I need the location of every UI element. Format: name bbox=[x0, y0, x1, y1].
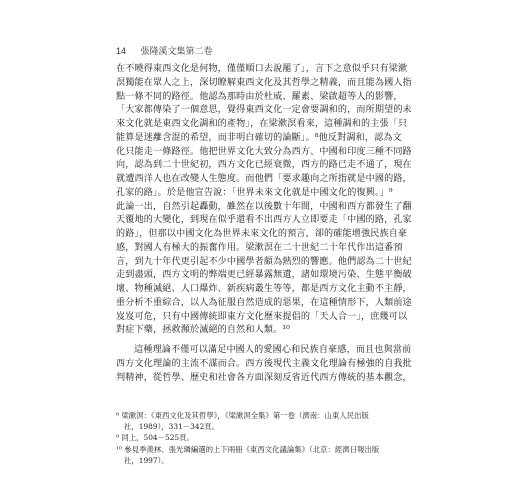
text-line: 這種理論不僅可以滿足中國人的愛國心和民族自豪感，而且也與當前 bbox=[134, 345, 412, 355]
running-header bbox=[116, 44, 213, 57]
body-text bbox=[116, 63, 412, 385]
text-line: 就遭西洋人也在改變人生態度。而他們「要求趣向之所指就是中國的路， bbox=[116, 174, 412, 184]
footnote-text: 同上，504－525頁。 bbox=[121, 433, 194, 443]
footnote bbox=[116, 432, 406, 443]
text-line: 來文化就是東西文化調和的產物」，在梁漱溟看來，這種調和的主張「只 bbox=[116, 119, 408, 129]
text-line: 西方文化理論的主流不謀而合。西方後現代主義文化理論有極強的自我批 bbox=[116, 358, 412, 369]
text-line: 判精神，從哲學、歷史和社會各方面深刻反省近代西方傳統的基本觀念， bbox=[116, 372, 412, 383]
footnote-mark: ⁸ bbox=[116, 411, 119, 420]
text-line: 對症下藥，拯救瀕於滅絕的自然和人類。¹⁰ bbox=[116, 325, 290, 336]
text-line: 能算是迷離含混的希望，而非明白確切的論斷」。⁸他反對調和，認為文 bbox=[116, 132, 402, 143]
text-line: 壞、物種滅絕、人口爆炸、新疾病叢生等等，都是西方文化主動不主靜， bbox=[116, 284, 412, 294]
footnote-continuation: 社，1997）。 bbox=[124, 455, 169, 465]
footnote bbox=[116, 410, 406, 421]
text-line: 點一條不同的路徑。他認為那時由於杜威、羅素、梁啟超等人的影響， bbox=[116, 91, 403, 102]
footnote bbox=[116, 444, 406, 455]
text-line: 此論一出，自然引起轟動，雖然在以後數十年間，中國和西方都發生了翻 bbox=[116, 201, 412, 212]
text-line: 的路」，但那以中國文化為世界未來文化的預言，卻的確能增強民族自豪 bbox=[116, 229, 408, 239]
footnote-text: 參見季羨林、張光璘編選的上下兩冊《東西文化議論集》（北京：經濟日報出版 bbox=[124, 444, 380, 454]
running-head-title: 張隆溪文集第二卷 bbox=[140, 46, 213, 56]
text-line: 「大家都傳染了一個意思，覺得東西文化一定會要調和的，而所期望的未 bbox=[116, 105, 412, 116]
text-line: 向，認為到二十世紀初，西方文化已經衰微，西方的路已走不通了，現在 bbox=[116, 160, 412, 171]
text-line: 溟獨能在眾人之上，深切瞭解東西文化及其哲學之精義，而且能為國人指 bbox=[116, 77, 412, 88]
footnotes bbox=[116, 410, 406, 466]
text-line: 重分析不重綜合，以人為征服自然造成的惡果，在這種情形下，人類前途 bbox=[116, 297, 412, 308]
text-line: 言，到九十年代更引起不少中國學者頗為熱烈的響應。他們認為二十世紀 bbox=[116, 256, 412, 267]
page-number: 14 bbox=[116, 46, 127, 56]
footnote-mark: ¹⁰ bbox=[116, 444, 122, 454]
footnote-text: 梁漱溟：《東西文化及其哲學》，《梁漱溟全集》第一卷（濟南：山東人民出版 bbox=[121, 411, 369, 420]
text-line: 孔家的路」。於是他宣告說：「世界未來文化就是中國文化的復興。」⁹ bbox=[116, 187, 393, 198]
text-line: 感，對國人有極大的振奮作用。梁漱溟在二十世紀二十年代作出這番預 bbox=[116, 242, 403, 253]
text-line: 走到盡頭，西方文明的弊端更已經暴露無遺，諸如環境污染、生態平衡破 bbox=[116, 270, 412, 281]
text-line: 岌岌可危，只有中國傳統即東方文化歷來提倡的「天人合一」，庶幾可以 bbox=[116, 311, 408, 322]
text-line: 天覆地的大變化，到現在似乎還看不出西方人立即要走「中國的路，孔家 bbox=[116, 215, 412, 226]
text-line: 在不曉得東西文化是何物，僅僅順口去說罷了」，言下之意似乎只有梁漱 bbox=[116, 64, 408, 74]
text-line: 化只能走一條路徑。他把世界文化大致分為西方、中國和印度三種不同路 bbox=[116, 146, 412, 157]
footnote-mark: ⁹ bbox=[116, 433, 119, 443]
footnote-continuation: 社，1989），331－342頁。 bbox=[124, 422, 220, 432]
